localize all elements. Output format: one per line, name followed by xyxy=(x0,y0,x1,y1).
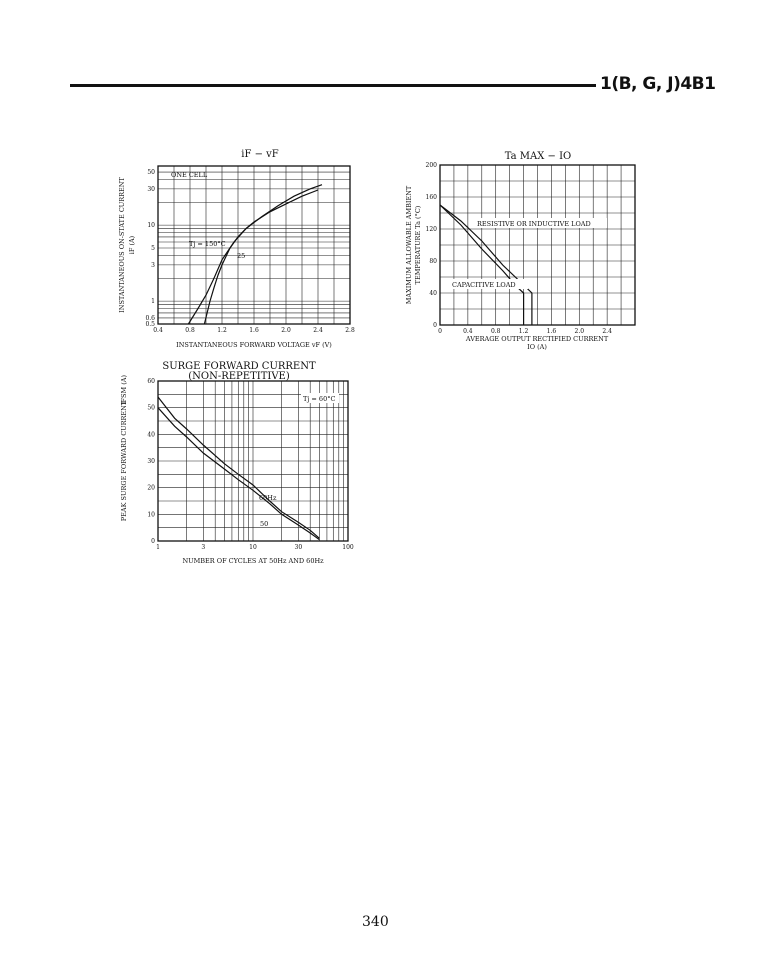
series-line-0 xyxy=(158,397,319,538)
y-tick-label: 0.6 xyxy=(145,314,155,322)
x-tick-label: 2.8 xyxy=(345,327,355,334)
series-line-1 xyxy=(204,190,318,324)
y-tick-label: 120 xyxy=(425,226,437,233)
x-tick-label: 1.2 xyxy=(518,328,529,335)
x-tick-label: 2.0 xyxy=(281,327,291,334)
grid xyxy=(158,166,350,324)
y-axis-label-2: IFSM (A) xyxy=(120,374,128,406)
x-tick-label: 0.8 xyxy=(490,328,501,335)
x-tick-label: 30 xyxy=(294,544,303,551)
x-tick-label: 3 xyxy=(201,544,206,551)
x-tick-label: 1.6 xyxy=(546,328,557,335)
grid xyxy=(440,165,635,325)
y-tick-label: 30 xyxy=(147,458,155,465)
y-tick-label: 3 xyxy=(151,261,155,269)
part-number-title: 1(B, G, J)4B1 xyxy=(600,74,716,94)
y-tick-label: 0 xyxy=(433,322,437,329)
x-tick-label: 0.4 xyxy=(463,328,473,335)
x-tick-label: 2.4 xyxy=(602,328,612,335)
x-ticks xyxy=(156,544,354,551)
x-tick-label: 2.4 xyxy=(313,327,323,334)
y-axis-label: MAXIMUM ALLOWABLE AMBIENT xyxy=(405,185,413,305)
y-tick-label: 0.5 xyxy=(145,321,155,328)
y-tick-label: 200 xyxy=(425,162,437,169)
x-tick-label: 1.2 xyxy=(217,327,227,334)
x-tick-label: 10 xyxy=(249,544,257,551)
header-rule xyxy=(70,84,596,87)
page-number: 340 xyxy=(362,914,389,930)
x-tick-label: 0.8 xyxy=(185,327,195,334)
y-tick-label: 50 xyxy=(147,404,155,412)
x-axis-label: NUMBER OF CYCLES AT 50Hz AND 60Hz xyxy=(182,557,324,565)
y-tick-label: 30 xyxy=(147,185,155,193)
y-tick-label: 0 xyxy=(151,538,155,545)
y-ticks xyxy=(426,162,438,329)
y-ticks xyxy=(145,169,155,328)
x-axis-label: AVERAGE OUTPUT RECTIFIED CURRENT xyxy=(465,335,609,343)
chart-surge-forward-current xyxy=(115,355,360,570)
x-tick-label: 1.6 xyxy=(249,327,259,334)
x-ticks xyxy=(153,327,355,334)
chart-title: iF − vF xyxy=(241,149,279,160)
x-axis-label-2: IO (A) xyxy=(527,343,547,351)
y-tick-label: 10 xyxy=(147,222,155,230)
series-label-capacitive: CAPACITIVE LOAD xyxy=(452,281,516,289)
y-axis-label: PEAK SURGE FORWARD CURRENT xyxy=(120,400,128,522)
x-tick-label: 2.0 xyxy=(574,328,585,335)
y-tick-label: 10 xyxy=(147,511,155,519)
series-label-25: 25 xyxy=(237,252,246,260)
y-tick-label: 80 xyxy=(429,258,437,265)
series-label-resistive: RESISTIVE OR INDUCTIVE LOAD xyxy=(477,220,591,228)
y-ticks xyxy=(147,378,155,545)
series xyxy=(158,397,319,540)
grid xyxy=(158,381,348,541)
x-tick-label: 0.4 xyxy=(153,327,163,334)
x-ticks xyxy=(438,328,612,335)
series-label-50: 50 xyxy=(260,520,269,528)
series-label-tj150: Tj = 150°C xyxy=(189,240,226,248)
y-tick-label: 1 xyxy=(151,298,155,306)
chart-title: SURGE FORWARD CURRENT xyxy=(162,361,316,372)
x-tick-label: 100 xyxy=(342,544,354,551)
x-tick-label: 1 xyxy=(156,544,160,551)
y-tick-label: 40 xyxy=(147,431,155,439)
series-label-60hz: 60Hz xyxy=(259,494,277,502)
chart-title: Ta MAX − IO xyxy=(504,151,572,162)
y-tick-label: 60 xyxy=(147,378,155,385)
x-axis-label: INSTANTANEOUS FORWARD VOLTAGE vF (V) xyxy=(176,341,332,349)
y-axis-label-2: iF (A) xyxy=(128,235,136,255)
x-tick-label: 0 xyxy=(438,328,442,335)
y-tick-label: 50 xyxy=(147,169,155,177)
y-tick-label: 160 xyxy=(425,194,437,201)
y-axis-label: INSTANTANEOUS ON-STATE CURRENT xyxy=(118,177,126,313)
chart-ta-max-io xyxy=(403,140,648,355)
y-axis-label-2: TEMPERATURE Ta (°C) xyxy=(414,205,422,285)
y-tick-label: 5 xyxy=(151,245,155,253)
chart-if-vf xyxy=(115,140,360,355)
annotation-one-cell: ONE CELL xyxy=(171,171,208,179)
chart-subtitle: (NON-REPETITIVE) xyxy=(188,371,290,382)
annotation-tj: Tj = 60°C xyxy=(303,395,336,403)
y-tick-label: 40 xyxy=(429,290,437,297)
y-tick-label: 20 xyxy=(147,484,155,492)
